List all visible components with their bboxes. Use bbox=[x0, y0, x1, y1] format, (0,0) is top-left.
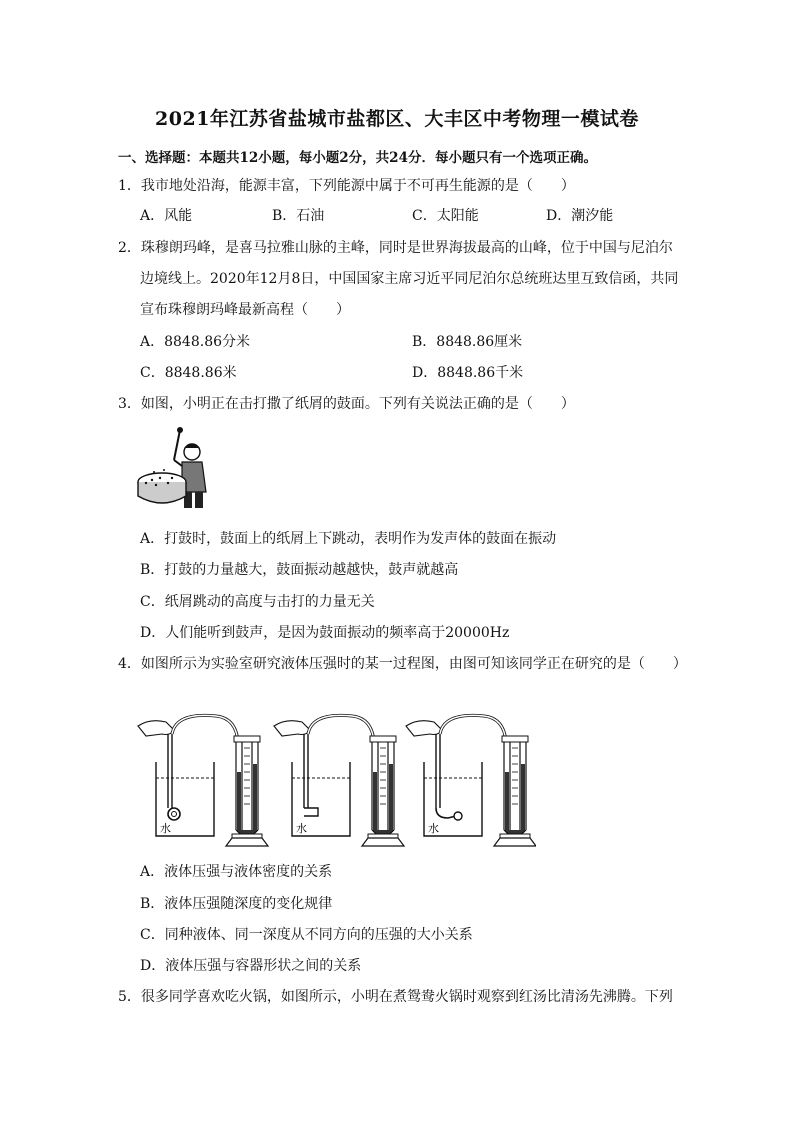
exam-title: 2021年江苏省盐城市盐都区、大丰区中考物理一模试卷 bbox=[155, 108, 639, 130]
q1-option-b: B．石油 bbox=[272, 208, 325, 224]
q1-option-a: A．风能 bbox=[140, 208, 193, 224]
q4-option-d: D．液体压强与容器形状之间的关系 bbox=[140, 958, 362, 974]
water-label-1: 水 bbox=[160, 822, 171, 835]
q4-option-b: B．液体压强随深度的变化规律 bbox=[140, 896, 333, 912]
q3-option-a: A．打鼓时，鼓面上的纸屑上下跳动，表明作为发声体的鼓面在振动 bbox=[140, 531, 557, 547]
question-4-stem: 4．如图所示为实验室研究液体压强时的某一过程图，由图可知该同学正在研究的是（ ） bbox=[118, 656, 687, 672]
question-2-stem-line3: 宣布珠穆朗玛峰最新高程（ ） bbox=[140, 302, 350, 318]
q3-option-b: B．打鼓的力量越大，鼓面振动越越快，鼓声就越高 bbox=[140, 562, 459, 578]
q2-option-a: A．8848.86分米 bbox=[140, 334, 251, 350]
water-label-2: 水 bbox=[296, 822, 307, 835]
setup-1 bbox=[138, 715, 268, 846]
q2-option-b: B．8848.86厘米 bbox=[412, 334, 523, 350]
q3-option-c: C．纸屑跳动的高度与击打的力量无关 bbox=[140, 594, 375, 610]
pressure-experiment-figure bbox=[136, 712, 536, 848]
setup-3 bbox=[406, 715, 536, 846]
q3-option-d: D．人们能听到鼓声，是因为鼓面振动的频率高于20000Hz bbox=[140, 625, 510, 641]
q4-option-c: C．同种液体、同一深度从不同方向的压强的大小关系 bbox=[140, 927, 473, 943]
q1-option-d: D．潮汐能 bbox=[546, 208, 614, 224]
water-label-3: 水 bbox=[428, 822, 439, 835]
q2-option-d: D．8848.86千米 bbox=[412, 365, 524, 381]
section-heading: 一、选择题：本题共12小题，每小题2分，共24分．每小题只有一个选项正确。 bbox=[118, 150, 597, 166]
question-1-stem: 1．我市地处沿海，能源丰富，下列能源中属于不可再生能源的是（ ） bbox=[118, 178, 575, 194]
question-2-stem-line2: 边境线上。2020年12月8日，中国国家主席习近平同尼泊尔总统班达里互致信函，共同 bbox=[140, 271, 679, 287]
setup-2 bbox=[274, 715, 404, 846]
q2-option-c: C．8848.86米 bbox=[140, 365, 237, 381]
question-5-stem: 5．很多同学喜欢吃火锅，如图所示，小明在煮鸳鸯火锅时观察到红汤比清汤先沸腾。下列 bbox=[118, 989, 673, 1005]
q1-option-c: C．太阳能 bbox=[412, 208, 479, 224]
question-3-stem: 3．如图，小明正在击打撒了纸屑的鼓面。下列有关说法正确的是（ ） bbox=[118, 396, 575, 412]
q4-option-a: A．液体压强与液体密度的关系 bbox=[140, 864, 333, 880]
drum-figure bbox=[136, 426, 212, 514]
question-2-stem-line1: 2．珠穆朗玛峰，是喜马拉雅山脉的主峰，同时是世界海拔最高的山峰，位于中国与尼泊尔 bbox=[118, 240, 673, 256]
